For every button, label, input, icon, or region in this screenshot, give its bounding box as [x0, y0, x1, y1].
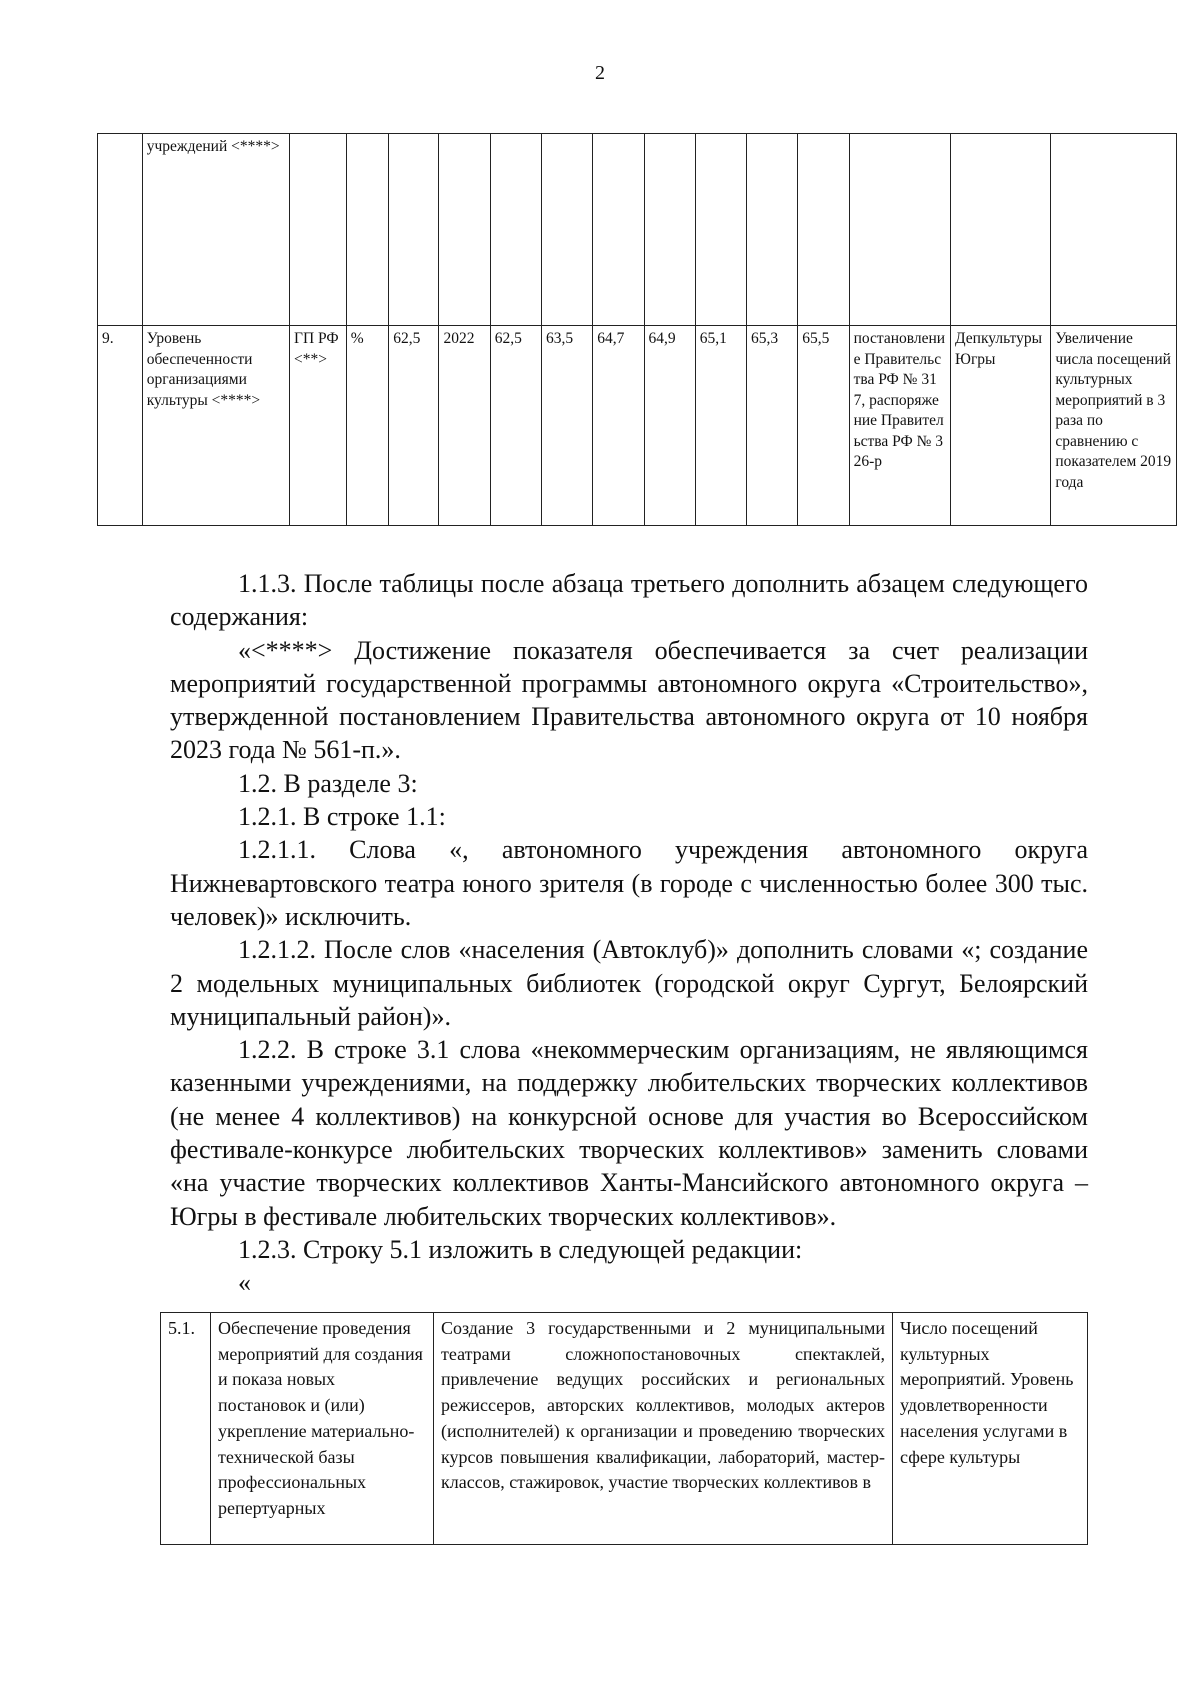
measure-name-cell: Обеспечение проведения мероприятий для создания и показа новых постановок и (или) укрепление материально-технической базы профессиональных репертуарных [211, 1313, 434, 1545]
source-cell: ГП РФ <**> [290, 326, 347, 526]
table-row [98, 134, 1177, 326]
value-cell: 62,5 [490, 326, 541, 526]
indicator-name-cell: учреждений <****> [142, 134, 289, 326]
result-cell: Увеличение числа посещений культурных мероприятий в 3 раза по сравнению с показателем 2019 года [1051, 326, 1177, 526]
paragraph: 1.2.2. В строке 3.1 слова «некоммерческим организациям, не являющимся казенными учреждениями, на поддержку любительских творческих коллективов (не менее 4 коллективов) на конкурсной основе для участия во Всероссийском фестивале-конкурсе любительских творческих коллективов» заменить словами «на участие творческих коллективов Ханты-Мансийского автономного округа – Югры в фестивале любительских творческих коллективов». [170, 1035, 1088, 1231]
table-row [98, 326, 1177, 526]
paragraph: 1.2.1. В строке 1.1: [238, 802, 446, 832]
indicator-name-cell: Уровень обеспеченности организациями культуры <****> [142, 326, 289, 526]
page-number: 2 [595, 62, 605, 84]
indicators-table [97, 133, 1177, 526]
paragraph: « [238, 1268, 251, 1298]
row-number-cell: 5.1. [161, 1313, 211, 1545]
value-cell: 64,9 [644, 326, 695, 526]
paragraph: «<****> Достижение показателя обеспечивается за счет реализации мероприятий государственной программы автономного округа «Строительство», утвержденной постановлением Правительства автономного округа от 10 ноября 2023 года № 561-п.». [170, 635, 1088, 765]
value-cell: 65,1 [695, 326, 746, 526]
value-cell: 64,7 [593, 326, 644, 526]
paragraph: 1.2.3. Строку 5.1 изложить в следующей редакции: [238, 1234, 803, 1264]
paragraph: 1.1.3. После таблицы после абзаца третьего дополнить абзацем следующего содержания: [170, 569, 1088, 632]
amendment-text [170, 567, 1088, 1300]
indicator-cell: Число посещений культурных мероприятий. Уровень удовлетворенности населения услугами в сфере культуры [893, 1313, 1088, 1545]
document-cell: постановление Правительства РФ № 317, распоряжение Правительства РФ № 326-р [849, 326, 950, 526]
paragraph: 1.2. В разделе 3: [238, 768, 418, 798]
paragraph: 1.2.1.1. Слова «, автономного учреждения автономного округа Нижневартовского театра юного зрителя (в городе с численностью более 300 тыс. человек)» исключить. [170, 835, 1088, 931]
paragraph: 1.2.1.2. После слов «населения (Автоклуб)» дополнить словами «; создание 2 модельных муниципальных библиотек (городской округ Сургут, Белоярский муниципальный район)». [170, 935, 1088, 1031]
responsible-cell: Депкультуры Югры [951, 326, 1051, 526]
value-cell: 2022 [439, 326, 490, 526]
value-cell: 65,3 [747, 326, 798, 526]
value-cell: 62,5 [389, 326, 439, 526]
measures-table [160, 1312, 1088, 1545]
row-number-cell: 9. [98, 326, 143, 526]
measure-description-cell: Создание 3 государственными и 2 муниципальными театрами сложнопостановочных спектаклей, привлечение ведущих российских и региональных режиссеров, авторских коллективов, молодых актеров (исполнителей) к организации и проведению творческих курсов повышения квалификации, лабораторий, мастер-классов, стажировок, участие творческих коллективов в [434, 1313, 893, 1545]
unit-cell: % [346, 326, 389, 526]
table-row [161, 1313, 1088, 1545]
value-cell: 65,5 [798, 326, 849, 526]
value-cell: 63,5 [541, 326, 592, 526]
